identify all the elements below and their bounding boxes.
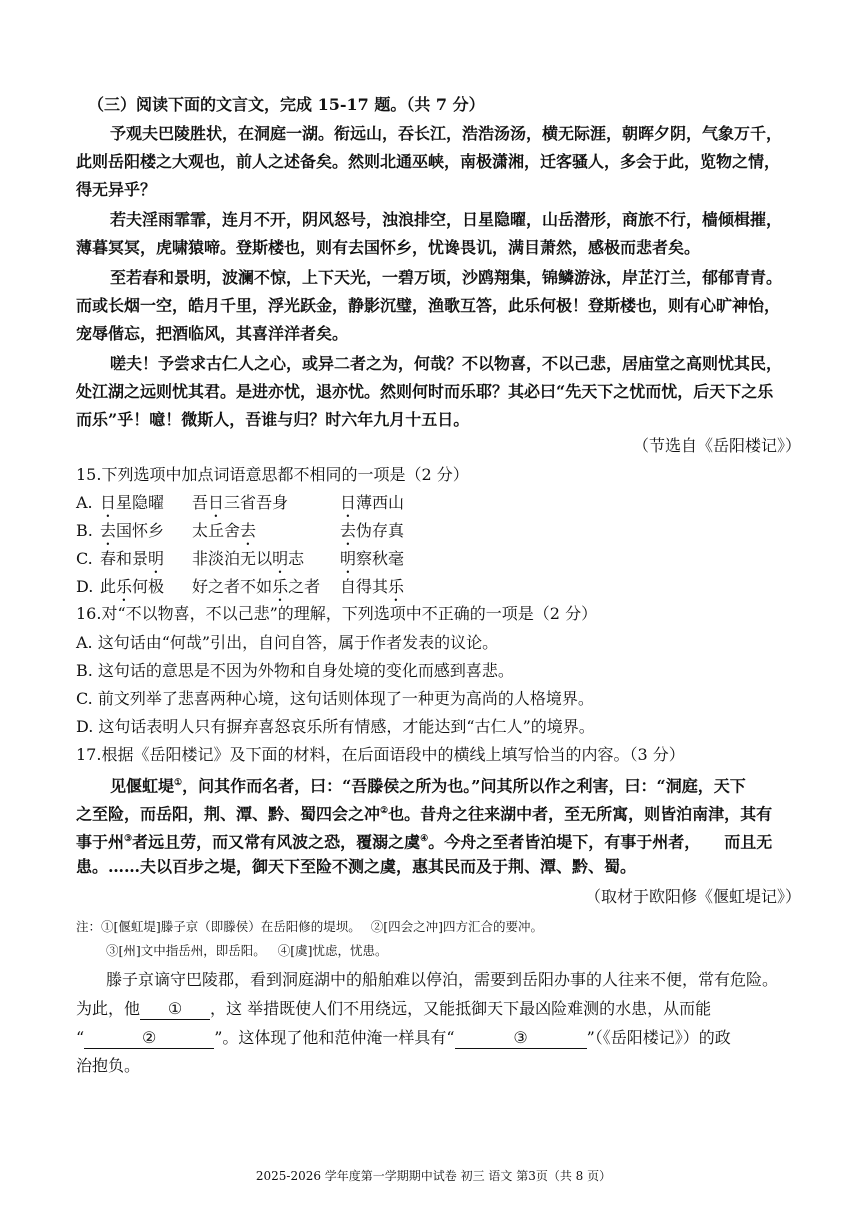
word-char: 不 <box>240 577 257 596</box>
footnote-mark: ① <box>174 778 183 788</box>
q15-option-label: B. <box>76 521 93 540</box>
q15-option-label: A. <box>76 493 93 512</box>
q17-stem: 17.根据《岳阳楼记》及下面的材料，在后面语段中的横线上填写恰当的内容。（3 分） <box>76 745 685 764</box>
material-text: 者远且劳，而又常有风波之恐，覆溺之虞 <box>132 832 421 852</box>
section-title: （三）阅读下面的文言文，完成 15-17 题。（共 7 分） <box>88 95 485 114</box>
fill-text: ，这 举措既使人们不用绕远，又能抵御天下最凶险难测的水患，从而能 <box>210 999 712 1018</box>
word-char: 其 <box>372 577 389 596</box>
page-footer: 2025-2026 学年度第一学期期中试卷 初三 语文 第3页（共 8 页） <box>255 1169 612 1183</box>
q17-fill-line3 <box>76 1028 731 1049</box>
q15-option-b-word3 <box>340 521 404 549</box>
dotted-char: 日 <box>208 493 225 512</box>
q15-stem-text: 15.下列选项中加点词语意思都不相同的一项是（2 分） <box>76 465 469 484</box>
word-char: 自 <box>340 577 357 596</box>
word-char: 秋 <box>372 549 389 568</box>
blank-1[interactable]: ① <box>140 999 210 1020</box>
q17-notes-line2 <box>106 943 388 959</box>
dotted-char: 乐 <box>116 577 133 596</box>
q15-option-a-word2 <box>192 493 288 521</box>
material-text: 而且无 <box>724 832 773 852</box>
word-char: 吾 <box>192 493 209 512</box>
word-char: 察 <box>356 549 373 568</box>
word-char: 以 <box>256 549 273 568</box>
word-char: 吾 <box>256 493 273 512</box>
word-char: 好 <box>192 577 209 596</box>
passage-p4-line1: 嗟夫！予尝求古仁人之心，或异二者之为，何哉？不以物喜，不以己悲，居庙堂之高则忧其民， <box>110 354 783 373</box>
dotted-char: 日 <box>340 493 357 512</box>
word-char: 者 <box>304 577 321 596</box>
word-char: 此 <box>100 577 117 596</box>
q15-option-d-word1 <box>100 577 164 605</box>
material-text: 。今舟之至者皆泊堤下，有事于州者， <box>428 832 701 852</box>
passage-p3-line2: 而或长烟一空，皓月千里，浮光跃金，静影沉璧，渔歌互答，此乐何极！登斯楼也，则有心旷神怡， <box>76 296 781 315</box>
passage-p3-line3: 宠辱偕忘，把酒临风，其喜洋洋者矣。 <box>76 324 349 343</box>
word-char: 真 <box>388 521 405 540</box>
word-char: 星 <box>116 493 133 512</box>
word-char: 无 <box>240 549 257 568</box>
word-char: 志 <box>288 549 305 568</box>
dotted-char: 日 <box>100 493 117 512</box>
material-text: 事于州 <box>76 832 125 852</box>
note-4: ④[虞]忧虑，忧患。 <box>277 943 388 958</box>
q15-option-b-word1 <box>100 521 164 549</box>
blank-2[interactable]: ② <box>84 1028 214 1049</box>
word-char: 隐 <box>132 493 149 512</box>
q15-option-c-word2 <box>192 549 304 577</box>
dotted-char: 去 <box>100 521 117 540</box>
word-char: 丘 <box>208 521 225 540</box>
word-char: 国 <box>116 521 133 540</box>
q17-material-line1 <box>110 773 746 796</box>
q15-stem <box>76 465 469 485</box>
q15-option-c-word3 <box>340 549 404 577</box>
note-3: ③[州]文中指岳州，即岳阳。 <box>106 943 266 958</box>
q17-material-line3 <box>76 829 772 852</box>
word-char: 薄 <box>356 493 373 512</box>
q15-option-d-word3 <box>340 577 404 605</box>
passage-p4-line2: 处江湖之远则忧其君。是进亦忧，退亦忧。然则何时而乐耶？其必曰“先天下之忧而忧，后天下之乐 <box>76 382 774 401</box>
dotted-char: 去 <box>240 521 257 540</box>
word-char: 太 <box>192 521 209 540</box>
dotted-char: 明 <box>272 549 289 568</box>
word-char: 之 <box>288 577 305 596</box>
q17-fill-line1: 滕子京谪守巴陵郡，看到洞庭湖中的船舶难以停泊，需要到岳阳办事的人往来不便，常有危险。 <box>106 970 779 989</box>
passage-p3-line1: 至若春和景明，波澜不惊，上下天光，一碧万顷，沙鸥翔集，锦鳞游泳，岸芷汀兰，郁郁青青。 <box>110 268 783 287</box>
passage-p2-line2: 薄暮冥冥，虎啸猿啼。登斯楼也，则有去国怀乡，忧谗畏讥，满目萧然，感极而悲者矣。 <box>76 238 701 257</box>
word-char: 三 <box>224 493 241 512</box>
passage-p4-line3: 而乐”乎！噫！微斯人，吾谁与归？时六年九月十五日。 <box>76 410 470 429</box>
q15-option-label: C. <box>76 549 93 568</box>
dotted-char: 明 <box>148 549 165 568</box>
q15-option-b-word2 <box>192 521 256 549</box>
blank-3[interactable]: ③ <box>455 1028 587 1049</box>
q16-option-d: D. 这句话表明人只有摒弃喜怒哀乐所有情感，才能达到“古仁人”的境界。 <box>76 717 595 736</box>
q16-option-b: B. 这句话的意思是不因为外物和自身处境的变化而感到喜悲。 <box>76 661 514 680</box>
footnote-mark: ④ <box>420 834 429 844</box>
q15-option-label: D. <box>76 577 94 596</box>
word-char: 身 <box>272 493 289 512</box>
word-char: 得 <box>356 577 373 596</box>
q17-material-line4: 患。……夫以百步之堤，御天下至险不测之虞，惠其民而及于荆、潭、黔、蜀。 <box>76 857 637 876</box>
word-char: 非 <box>192 549 209 568</box>
fill-text: “ <box>76 1028 85 1047</box>
footnote-mark: ② <box>380 806 389 816</box>
fill-text: 为此，他 <box>76 999 141 1018</box>
q16-stem: 16.对“不以物喜，不以己悲”的理解，下列选项中不正确的一项是（2 分） <box>76 604 598 623</box>
q16-option-a: A. 这句话由“何哉”引出，自问自答，属于作者发表的议论。 <box>76 633 499 652</box>
word-char: 何 <box>132 577 149 596</box>
q17-source: （取材于欧阳修《偃虹堤记》） <box>584 887 801 906</box>
passage-p1-line1: 予观夫巴陵胜状，在洞庭一湖。衔远山，吞长江，浩浩汤汤，横无际涯，朝晖夕阴，气象万千， <box>110 124 783 143</box>
passage-p1-line2: 此则岳阳楼之大观也，前人之述备矣。然则北通巫峡，南极潇湘，迁客骚人，多会于此，览物之情， <box>76 152 781 171</box>
word-char: 乡 <box>148 521 165 540</box>
word-char: 之 <box>208 577 225 596</box>
dotted-char: 乐 <box>272 577 289 596</box>
passage-source: （节选自《岳阳楼记》） <box>632 436 801 455</box>
word-char: 曜 <box>148 493 165 512</box>
dotted-char: 明 <box>340 549 357 568</box>
word-char: 毫 <box>388 549 405 568</box>
q15-option-c-word1 <box>100 549 164 577</box>
q15-option-a-word3 <box>340 493 404 521</box>
material-text: ，问其作而名者，曰：“吾滕侯之所为也。”问其所以作之利害，曰：“洞庭，天下 <box>182 776 746 796</box>
word-char: 淡 <box>208 549 225 568</box>
word-char: 泊 <box>224 549 241 568</box>
word-char: 极 <box>148 577 165 596</box>
q17-notes-line1 <box>76 919 543 935</box>
word-char: 春 <box>100 549 117 568</box>
word-char: 省 <box>240 493 257 512</box>
word-char: 山 <box>388 493 405 512</box>
word-char: 和 <box>116 549 133 568</box>
notes-label: 注： <box>76 919 102 934</box>
material-text: 之至险，而岳阳，荆、潭、黔、蜀四会之冲 <box>76 804 381 824</box>
word-char: 伪 <box>356 521 373 540</box>
dotted-char: 乐 <box>388 577 405 596</box>
passage-p1-line3: 得无异乎？ <box>76 180 157 199</box>
word-char: 怀 <box>132 521 149 540</box>
q17-fill-line2 <box>76 999 711 1020</box>
word-char: 者 <box>224 577 241 596</box>
word-char: 舍 <box>224 521 241 540</box>
q17-material-line2 <box>76 801 772 824</box>
note-2: ②[四会之冲]四方汇合的要冲。 <box>370 919 544 934</box>
word-char: 存 <box>372 521 389 540</box>
material-text: 也。昔舟之往来湖中者，至无所寓，则皆泊南津，其有 <box>388 804 773 824</box>
note-1: ①[偃虹堤]滕子京（即滕侯）在岳阳修的堤坝。 <box>101 919 361 934</box>
passage-p2-line1: 若夫淫雨霏霏，连月不开，阴风怒号，浊浪排空，日星隐曜，山岳潜形，商旅不行，樯倾楫摧， <box>110 210 783 229</box>
fill-text: ”（《岳阳楼记》）的政 <box>586 1028 731 1047</box>
fill-text: ”。这体现了他和范仲淹一样具有“ <box>214 1028 455 1047</box>
q15-option-d-word2 <box>192 577 320 605</box>
word-char: 如 <box>256 577 273 596</box>
footnote-mark: ③ <box>124 834 133 844</box>
material-text: 见偃虹堤 <box>110 776 175 796</box>
q17-fill-line4: 治抱负。 <box>76 1056 141 1075</box>
q16-option-c: C. 前文列举了悲喜两种心境，这句话则体现了一种更为高尚的人格境界。 <box>76 689 594 708</box>
dotted-char: 去 <box>340 521 357 540</box>
q15-option-a-word1 <box>100 493 164 521</box>
word-char: 西 <box>372 493 389 512</box>
word-char: 景 <box>132 549 149 568</box>
